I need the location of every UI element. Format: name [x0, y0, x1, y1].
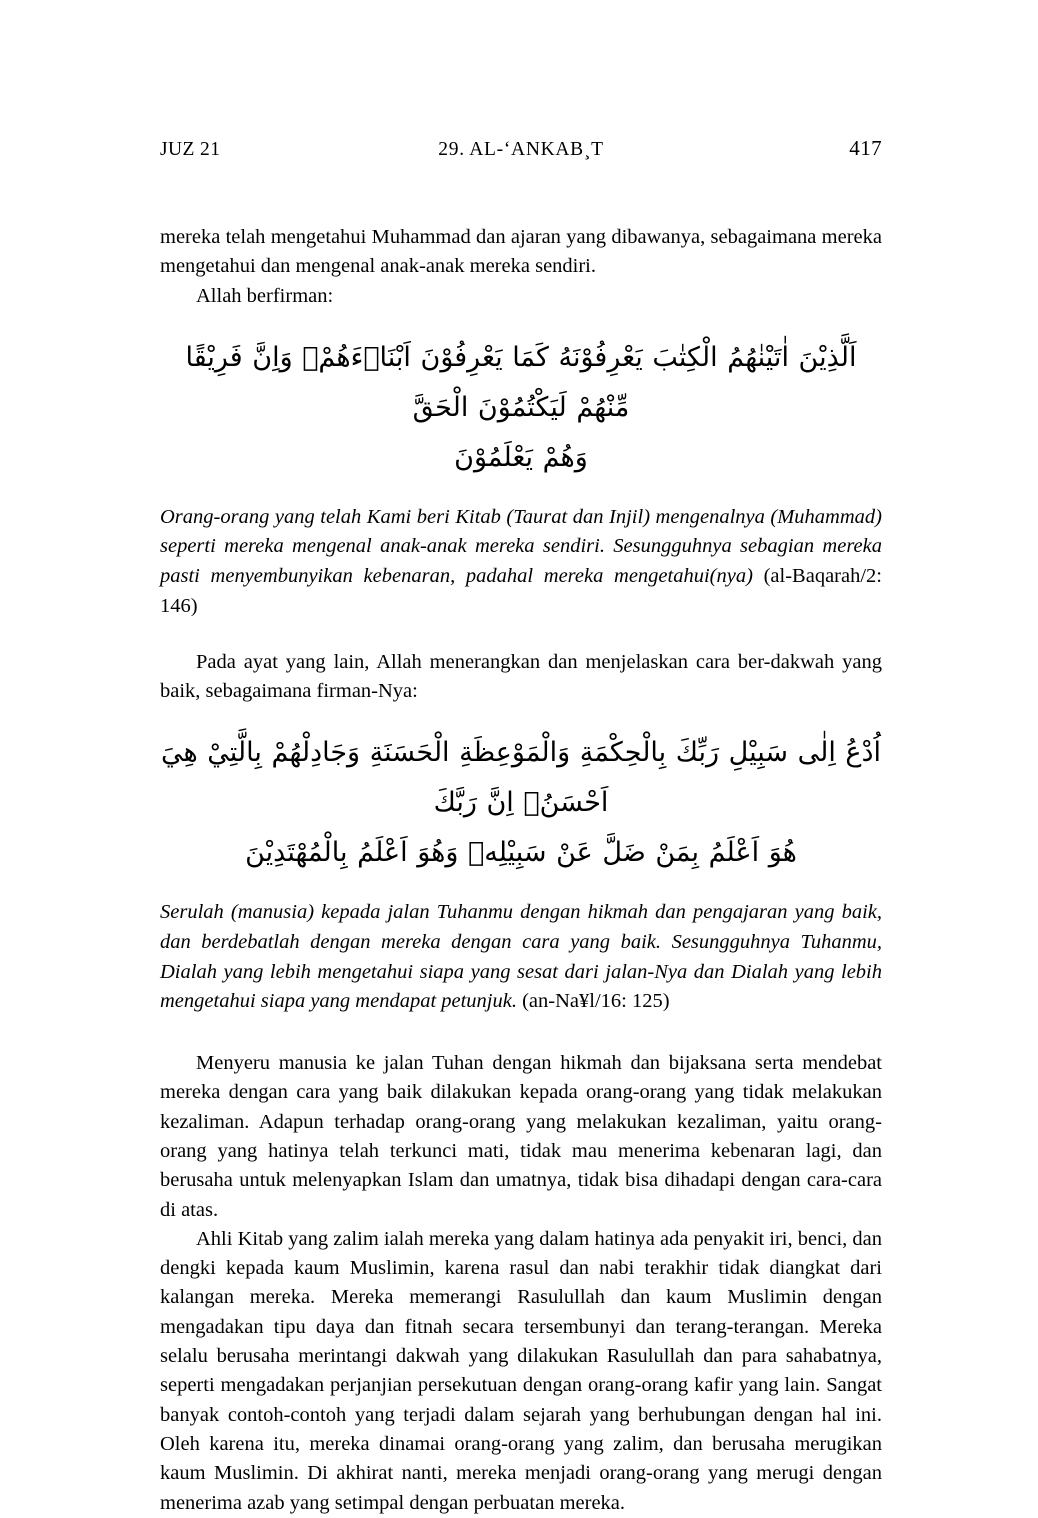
paragraph-ayat-lain: Pada ayat yang lain, Allah menerangkan dan menjelaskan cara ber-dakwah yang baik, sebagaimana firman-Nya:	[160, 650, 882, 702]
paragraph-menyeru-manusia: Menyeru manusia ke jalan Tuhan dengan hikmah dan bijaksana serta mendebat mereka dengan cara yang baik dilakukan kepada orang-orang yang tidak melakukan kezaliman. Adapun terhadap orang-orang yang melakukan kezaliman, yaitu orang-orang yang hatinya telah terkunci mati, tidak mau menerima kebenaran lagi, dan berusaha untuk melenyapkan Islam dan umatnya, tidak bisa dihadapi dengan cara-cara di atas.	[160, 1051, 882, 1221]
translation-baqarah-reference: (al-Baqarah/2: 146)	[160, 565, 882, 617]
arabic-quote-nahl	[160, 728, 882, 878]
paragraph-continuation: mereka telah mengetahui Muhammad dan ajaran yang dibawanya, sebagaimana mereka mengetahui dan mengenal anak-anak mereka sendiri.	[160, 226, 882, 278]
arabic-quote-baqarah	[160, 333, 882, 483]
page-content	[160, 136, 882, 1518]
translation-baqarah-text: Orang-orang yang telah Kami beri Kitab (Taurat dan Injil) mengenalnya (Muhammad) seperti mereka mengenal anak-anak mereka sendiri. Sesungguhnya sebagian mereka pasti menyembunyikan kebenaran, padahal mereka mengetahui(nya)	[160, 505, 882, 588]
block-spacer	[160, 622, 882, 648]
translation-nahl-text: Serulah (manusia) kepada jalan Tuhanmu dengan hikmah dan pengajaran yang baik, dan berdebatlah dengan mereka dengan cara yang baik. Sesungguhnya Tuhanmu, Dialah yang lebih mengetahui siapa yang sesat dari jalan-Nya dan Dialah yang lebih mengetahui siapa yang mendapat petunjuk.	[160, 901, 882, 1013]
surah-title: 29. AL-‘ANKAB¸T	[438, 139, 604, 160]
translation-baqarah	[160, 503, 882, 622]
juz-label: JUZ 21	[160, 139, 221, 160]
page-number: 417	[849, 136, 882, 160]
block-spacer	[160, 1017, 882, 1049]
arabic-quote-nahl-line-2: هُوَ اَعْلَمُ بِمَنْ ضَلَّ عَنْ سَبِيْلِهٖ وَهُوَ اَعْلَمُ بِالْمُهْتَدِيْنَ	[245, 837, 797, 869]
translation-nahl	[160, 898, 882, 1017]
paragraph-allah-berfirman: Allah berfirman:	[196, 284, 334, 307]
translation-nahl-reference: (an-Na¥l/16: 125)	[516, 990, 670, 1013]
paragraph-ahli-kitab: Ahli Kitab yang zalim ialah mereka yang dalam hatinya ada penyakit iri, benci, dan dengki kepada kaum Muslimin, karena rasul dan nabi terakhir tidak diangkat dari kalangan mereka. Mereka memerangi Rasulullah dan kaum Muslimin dengan mengadakan tipu daya dan fitnah secara tersembunyi dan terang-terangan. Mereka selalu berusaha merintangi dakwah yang dilakukan Rasulullah dan para sahabatnya, seperti mengadakan perjanjian persekutuan dengan orang-orang kafir yang lain. Sangat banyak contoh-contoh yang terjadi dalam sejarah yang berhubungan dengan hal ini. Oleh karena itu, mereka dinamai orang-orang yang zalim, dan berusaha merugikan kaum Muslimin. Di akhirat nanti, mereka menjadi orang-orang yang merugi dengan menerima azab yang setimpal dengan perbuatan mereka.	[160, 1227, 882, 1514]
arabic-quote-baqarah-line-1: اَلَّذِيْنَ اٰتَيْنٰهُمُ الْكِتٰبَ يَعْرِفُوْنَهُ كَمَا يَعْرِفُوْنَ اَبْنَاۤءَهُمْۗ وَاِنَّ فَرِيْقًا مِّنْهُمْ لَيَكْتُمُوْنَ الْحَقَّ	[185, 341, 857, 423]
arabic-quote-nahl-line-1: اُدْعُ اِلٰى سَبِيْلِ رَبِّكَ بِالْحِكْمَةِ وَالْمَوْعِظَةِ الْحَسَنَةِ وَجَادِلْهُمْ بِالَّتِيْ هِيَ اَحْسَنُۗ اِنَّ رَبَّكَ	[160, 737, 882, 819]
arabic-quote-baqarah-line-2: وَهُمْ يَعْلَمُوْنَ	[454, 441, 588, 473]
running-header	[160, 136, 882, 161]
